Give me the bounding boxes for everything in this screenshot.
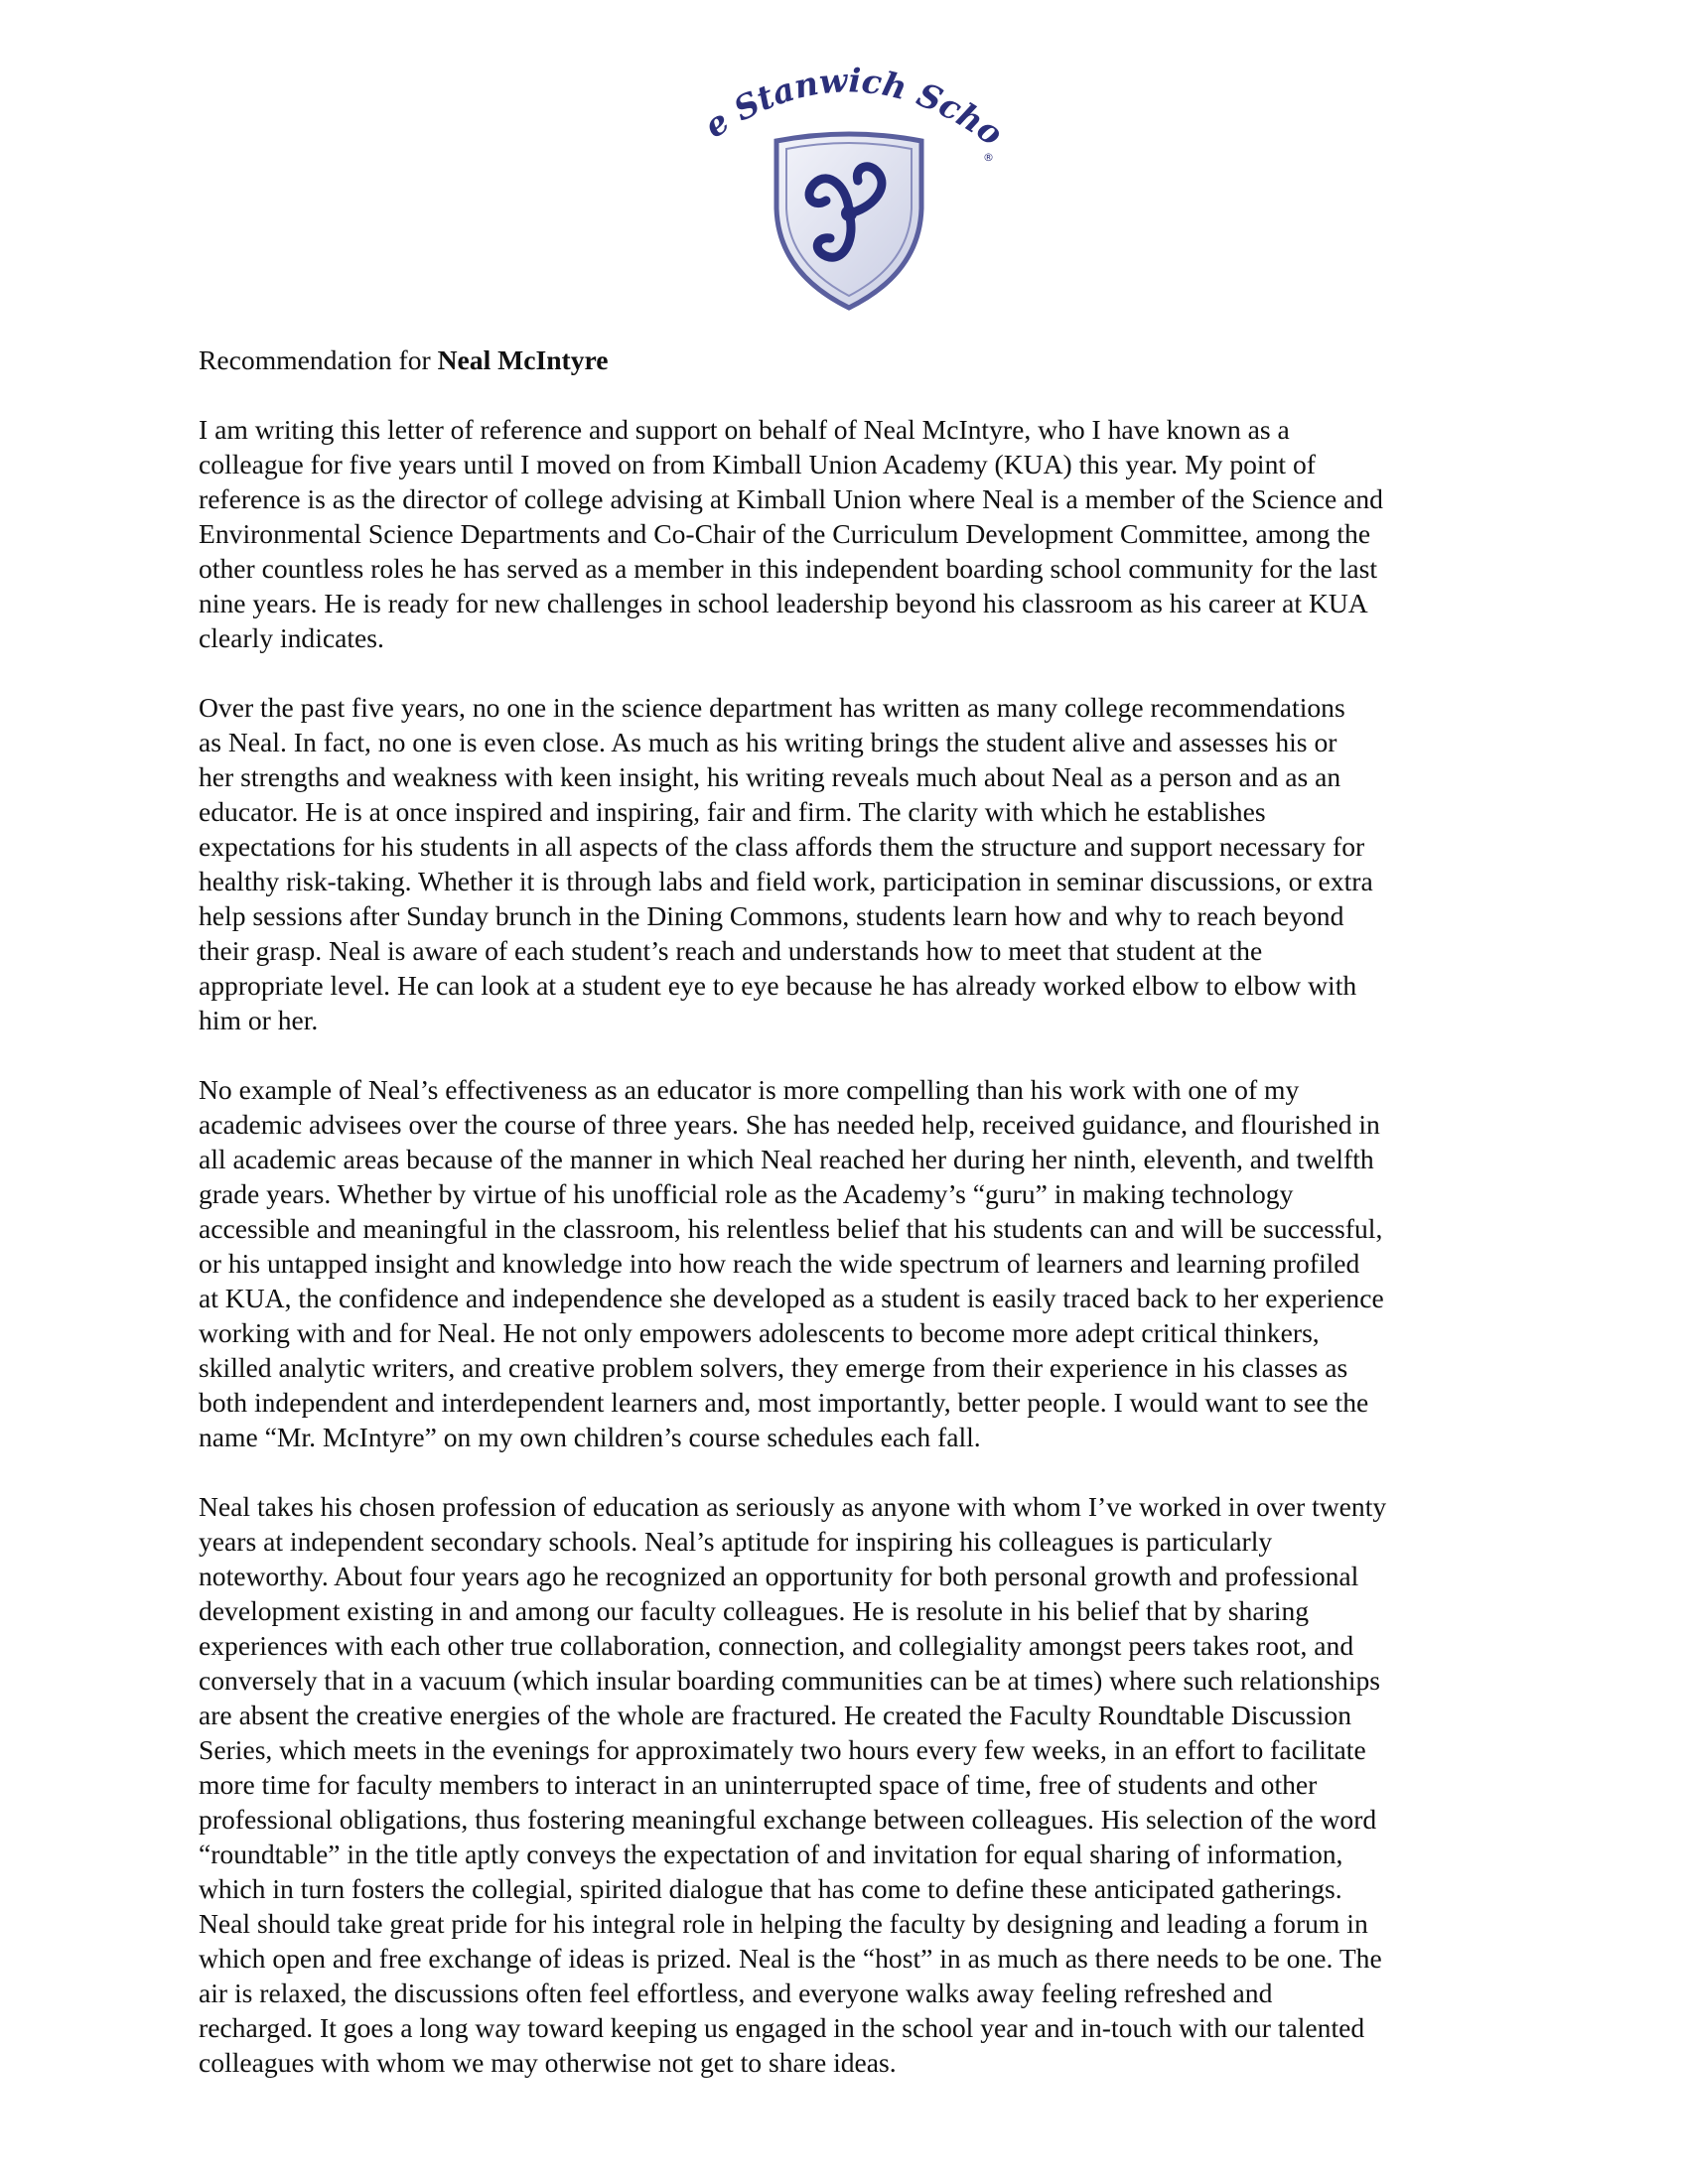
text-line: nine years. He is ready for new challenges in school leadership beyond his classroom as his career at KUA (199, 588, 1368, 618)
text-line: conversely that in a vacuum (which insular boarding communities can be at times) where such relationships (199, 1665, 1381, 1696)
text-line: are absent the creative energies of the whole are fractured. He created the Faculty Roundtable Discussion (199, 1700, 1352, 1730)
candidate-name: Neal McIntyre (437, 344, 609, 375)
text-line: him or her. (199, 1005, 319, 1035)
text-line: healthy risk-taking. Whether it is through labs and field work, participation in seminar discussions, or extra (199, 866, 1373, 896)
text-line: Series, which meets in the evenings for approximately two hours every few weeks, in an effort to facilitate (199, 1734, 1366, 1765)
text-line: which open and free exchange of ideas is prized. Neal is the “host” in as much as there needs to be one. The (199, 1943, 1382, 1974)
school-name-text: e Stanwich Scho (697, 61, 1011, 154)
text-line: skilled analytic writers, and creative problem solvers, they emerge from their experience in his classes as (199, 1352, 1348, 1383)
text-line: noteworthy. About four years ago he recognized an opportunity for both personal growth and professional (199, 1561, 1359, 1591)
text-line: Environmental Science Departments and Co-Chair of the Curriculum Development Committee, among the (199, 518, 1371, 549)
text-line: years at independent secondary schools. Neal’s aptitude for inspiring his colleagues is particularly (199, 1526, 1273, 1557)
text-line: Neal should take great pride for his integral role in helping the faculty by designing and leading a forum in (199, 1908, 1368, 1939)
text-line: professional obligations, thus fostering meaningful exchange between colleagues. His selection of the word (199, 1804, 1377, 1835)
text-line: name “Mr. McIntyre” on my own children’s course schedules each fall. (199, 1422, 981, 1452)
text-line: appropriate level. He can look at a student eye to eye because he has already worked elbow to elbow with (199, 970, 1357, 1001)
text-line: development existing in and among our faculty colleagues. He is resolute in his belief that by sharing (199, 1595, 1310, 1626)
text-line: accessible and meaningful in the classroom, his relentless belief that his students can and will be successful, (199, 1213, 1383, 1244)
text-line: her strengths and weakness with keen insight, his writing reveals much about Neal as a person and as an (199, 761, 1341, 792)
text-line: all academic areas because of the manner in which Neal reached her during her ninth, eleventh, and twelfth (199, 1144, 1374, 1174)
text-line: I am writing this letter of reference and support on behalf of Neal McIntyre, who I have known as a (199, 414, 1290, 445)
letter-heading (199, 342, 1514, 377)
text-line: air is relaxed, the discussions often feel effortless, and everyone walks away feeling refreshed and (199, 1978, 1273, 2008)
heading-prefix: Recommendation for (199, 344, 431, 375)
paragraph-3 (199, 1072, 1514, 1454)
school-logo (685, 50, 1013, 318)
text-line: expectations for his students in all aspects of the class affords them the structure and support necessary for (199, 831, 1365, 862)
text-line: both independent and interdependent learners and, most importantly, better people. I would want to see the (199, 1387, 1369, 1418)
registered-mark: ® (983, 151, 994, 164)
text-line: colleague for five years until I moved on from Kimball Union Academy (KUA) this year. My point of (199, 449, 1316, 479)
text-line: reference is as the director of college advising at Kimball Union where Neal is a member of the Science and (199, 483, 1383, 514)
text-line: experiences with each other true collaboration, connection, and collegiality amongst peers takes root, and (199, 1630, 1354, 1661)
text-line: more time for faculty members to interact in an uninterrupted space of time, free of students and other (199, 1769, 1318, 1800)
text-line: at KUA, the confidence and independence she developed as a student is easily traced back to her experience (199, 1283, 1384, 1313)
stanwich-crest-icon (685, 50, 1013, 318)
text-line: educator. He is at once inspired and inspiring, fair and firm. The clarity with which he establishes (199, 796, 1266, 827)
text-line: clearly indicates. (199, 622, 384, 653)
text-line: colleagues with whom we may otherwise not get to share ideas. (199, 2047, 897, 2078)
paragraph-1 (199, 412, 1514, 655)
text-line: Neal takes his chosen profession of education as seriously as anyone with whom I’ve worked in over twenty (199, 1491, 1387, 1522)
text-line: or his untapped insight and knowledge into how reach the wide spectrum of learners and learning profiled (199, 1248, 1360, 1279)
text-line: as Neal. In fact, no one is even close. As much as his writing brings the student alive and assesses his or (199, 727, 1337, 757)
text-line: grade years. Whether by virtue of his unofficial role as the Academy’s “guru” in making technology (199, 1178, 1294, 1209)
text-line: which in turn fosters the collegial, spirited dialogue that has come to define these anticipated gatherings. (199, 1873, 1342, 1904)
triskelion-center (841, 205, 857, 221)
paragraph-4 (199, 1489, 1514, 2080)
text-line: working with and for Neal. He not only empowers adolescents to become more adept critical thinkers, (199, 1317, 1320, 1348)
letter-body (199, 342, 1514, 2115)
text-line: other countless roles he has served as a member in this independent boarding school community for the last (199, 553, 1378, 584)
text-line: recharged. It goes a long way toward keeping us engaged in the school year and in-touch with our talented (199, 2012, 1365, 2043)
text-line: Over the past five years, no one in the science department has written as many college recommendations (199, 692, 1345, 723)
text-line: No example of Neal’s effectiveness as an educator is more compelling than his work with one of my (199, 1074, 1300, 1105)
paragraph-2 (199, 690, 1514, 1037)
text-line: “roundtable” in the title aptly conveys the expectation of and invitation for equal sharing of information, (199, 1839, 1343, 1869)
text-line: help sessions after Sunday brunch in the Dining Commons, students learn how and why to reach beyond (199, 900, 1344, 931)
text-line: their grasp. Neal is aware of each student’s reach and understands how to meet that student at the (199, 935, 1263, 966)
text-line: academic advisees over the course of three years. She has needed help, received guidance, and flourished in (199, 1109, 1380, 1140)
